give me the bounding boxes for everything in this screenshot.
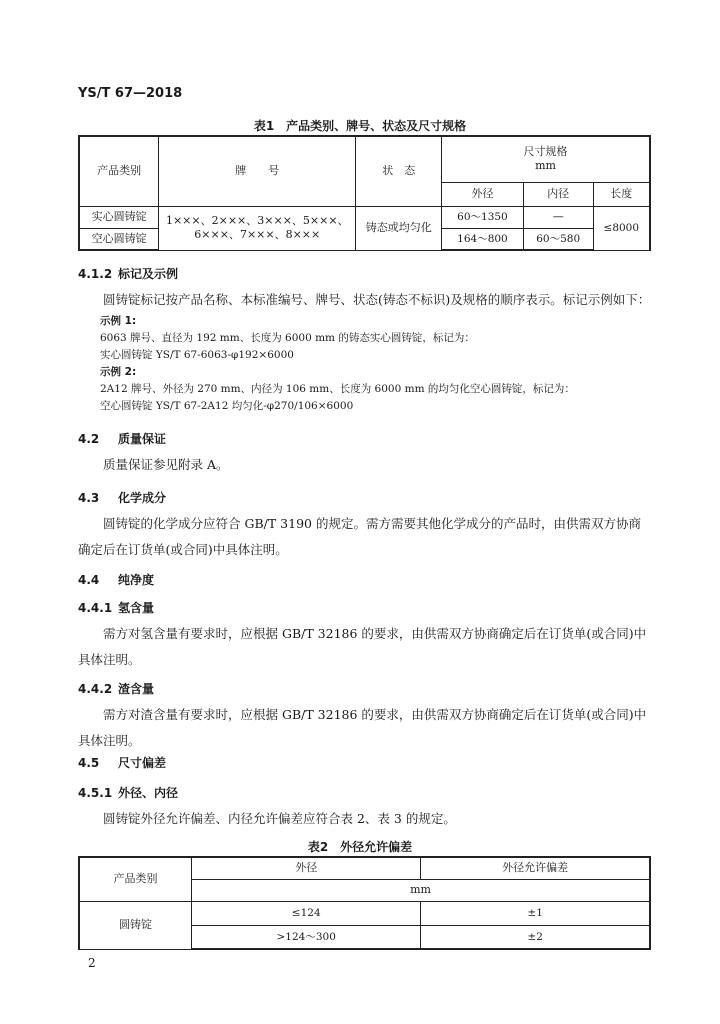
t1-header-category: 产品类别 (79, 136, 159, 206)
t1-length-cell: ≤8000 (593, 206, 650, 250)
t2-row1-outer-dia: ≤124 (192, 901, 421, 925)
t2-header-tolerance: 外径允许偏差 (421, 857, 650, 879)
t2-row2-tolerance: ±2 (421, 925, 650, 949)
section-number: 4.2 (78, 432, 100, 446)
t1-row1-outer-dia: 60～1350 (442, 206, 524, 228)
example-1-mark: 实心圆铸锭 YS/T 67-6063-φ192×6000 (100, 349, 294, 361)
table-row (79, 901, 650, 925)
paragraph-marking: 圆铸锭标记按产品名称、本标准编号、牌号、状态(铸态不标识)及规格的顺序表示。标记示例如下： (103, 292, 651, 307)
section-number: 4.5 (78, 756, 100, 770)
paragraph-slag: 需方对渣含量有要求时，应根据 GB/T 32186 的要求，由供需双方协商确定后在订货单(或合同)中 具体注明。 (78, 707, 647, 748)
t2-row-category: 圆铸锭 (79, 901, 192, 949)
t1-row1-category: 实心圆铸锭 (79, 206, 159, 228)
t1-row1-inner-dia: — (523, 206, 593, 228)
t1-grade-line2: 6×××、7×××、8××× (194, 228, 321, 241)
section-title: 质量保证 (118, 432, 167, 446)
t1-header-grade: 牌 号 (159, 136, 356, 206)
table2 (78, 856, 651, 950)
t1-size-spec-label: 尺寸规格 (523, 145, 568, 159)
page-number: 2 (88, 956, 96, 970)
example-2-desc: 2A12 牌号、外径为 270 mm、内径为 106 mm、长度为 6000 mm 的均匀化空心圆铸锭，标记为： (100, 383, 575, 395)
heading-4-3 (78, 489, 166, 506)
t1-header-state: 状 态 (356, 136, 442, 206)
example-1-desc: 6063 牌号、直径为 192 mm、长度为 6000 mm 的铸态实心圆铸锭，标记为： (100, 332, 475, 344)
t1-row2-category: 空心圆铸锭 (79, 228, 159, 250)
t1-size-spec-unit: mm (535, 159, 556, 173)
paragraph-chemical: 圆铸锭的化学成分应符合 GB/T 3190 的规定。需方需要其他化学成分的产品时，由供需双方协商 确定后在订货单(或合同)中具体注明。 (78, 516, 641, 557)
heading-4-1-2 (78, 265, 178, 282)
t2-header-unit: mm (192, 879, 650, 901)
t2-row2-outer-dia: >124～300 (192, 925, 421, 949)
t2-header-outer-dia: 外径 (192, 857, 421, 879)
section-title: 外径、内径 (118, 786, 179, 800)
t2-row1-tolerance: ±1 (421, 901, 650, 925)
heading-4-4-2 (78, 680, 154, 697)
paragraph-diameter: 圆铸锭外径允许偏差、内径允许偏差应符合表 2、表 3 的规定。 (103, 811, 456, 826)
section-number: 4.5.1 (78, 786, 113, 800)
table2-caption: 表2 外径允许偏差 (307, 840, 413, 854)
t1-state-cell: 铸态或均匀化 (356, 206, 442, 250)
heading-4-2 (78, 430, 166, 447)
section-title: 氢含量 (118, 601, 155, 615)
example-1-label: 示例 1: (100, 315, 137, 327)
standard-code: YS/T 67—2018 (78, 86, 183, 101)
heading-4-5-1 (78, 784, 178, 801)
t1-grade-line1: 1×××、2×××、3×××、5×××、 (165, 214, 349, 227)
heading-4-4 (78, 571, 154, 588)
example-2-label: 示例 2: (100, 366, 137, 378)
section-number: 4.4.2 (78, 682, 113, 696)
section-title: 渣含量 (118, 682, 155, 696)
t1-row2-outer-dia: 164～800 (442, 228, 524, 250)
section-title: 化学成分 (118, 491, 167, 505)
section-number: 4.3 (78, 491, 100, 505)
t1-header-length: 长度 (593, 182, 650, 206)
section-number: 4.1.2 (78, 267, 113, 281)
example-2-mark: 空心圆铸锭 YS/T 67-2A12 均匀化-φ270/106×6000 (100, 400, 354, 412)
t1-header-inner-dia: 内径 (523, 182, 593, 206)
section-title: 标记及示例 (118, 267, 179, 281)
paragraph-quality: 质量保证参见附录 A。 (103, 457, 229, 472)
t1-header-size-spec (442, 136, 650, 182)
section-title: 尺寸偏差 (118, 756, 167, 770)
heading-4-4-1 (78, 599, 154, 616)
table1-caption: 表1 产品类别、牌号、状态及尺寸规格 (253, 119, 467, 133)
table-row (79, 206, 650, 228)
t1-grade-cell (159, 206, 356, 250)
section-title: 纯净度 (118, 573, 155, 587)
t1-row2-inner-dia: 60～580 (523, 228, 593, 250)
paragraph-hydrogen: 需方对氢含量有要求时，应根据 GB/T 32186 的要求，由供需双方协商确定后在订货单(或合同)中 具体注明。 (78, 626, 647, 667)
table1 (78, 135, 651, 251)
heading-4-5 (78, 754, 166, 771)
section-number: 4.4.1 (78, 601, 113, 615)
t1-header-outer-dia: 外径 (442, 182, 524, 206)
t2-header-category: 产品类别 (79, 857, 192, 901)
section-number: 4.4 (78, 573, 100, 587)
